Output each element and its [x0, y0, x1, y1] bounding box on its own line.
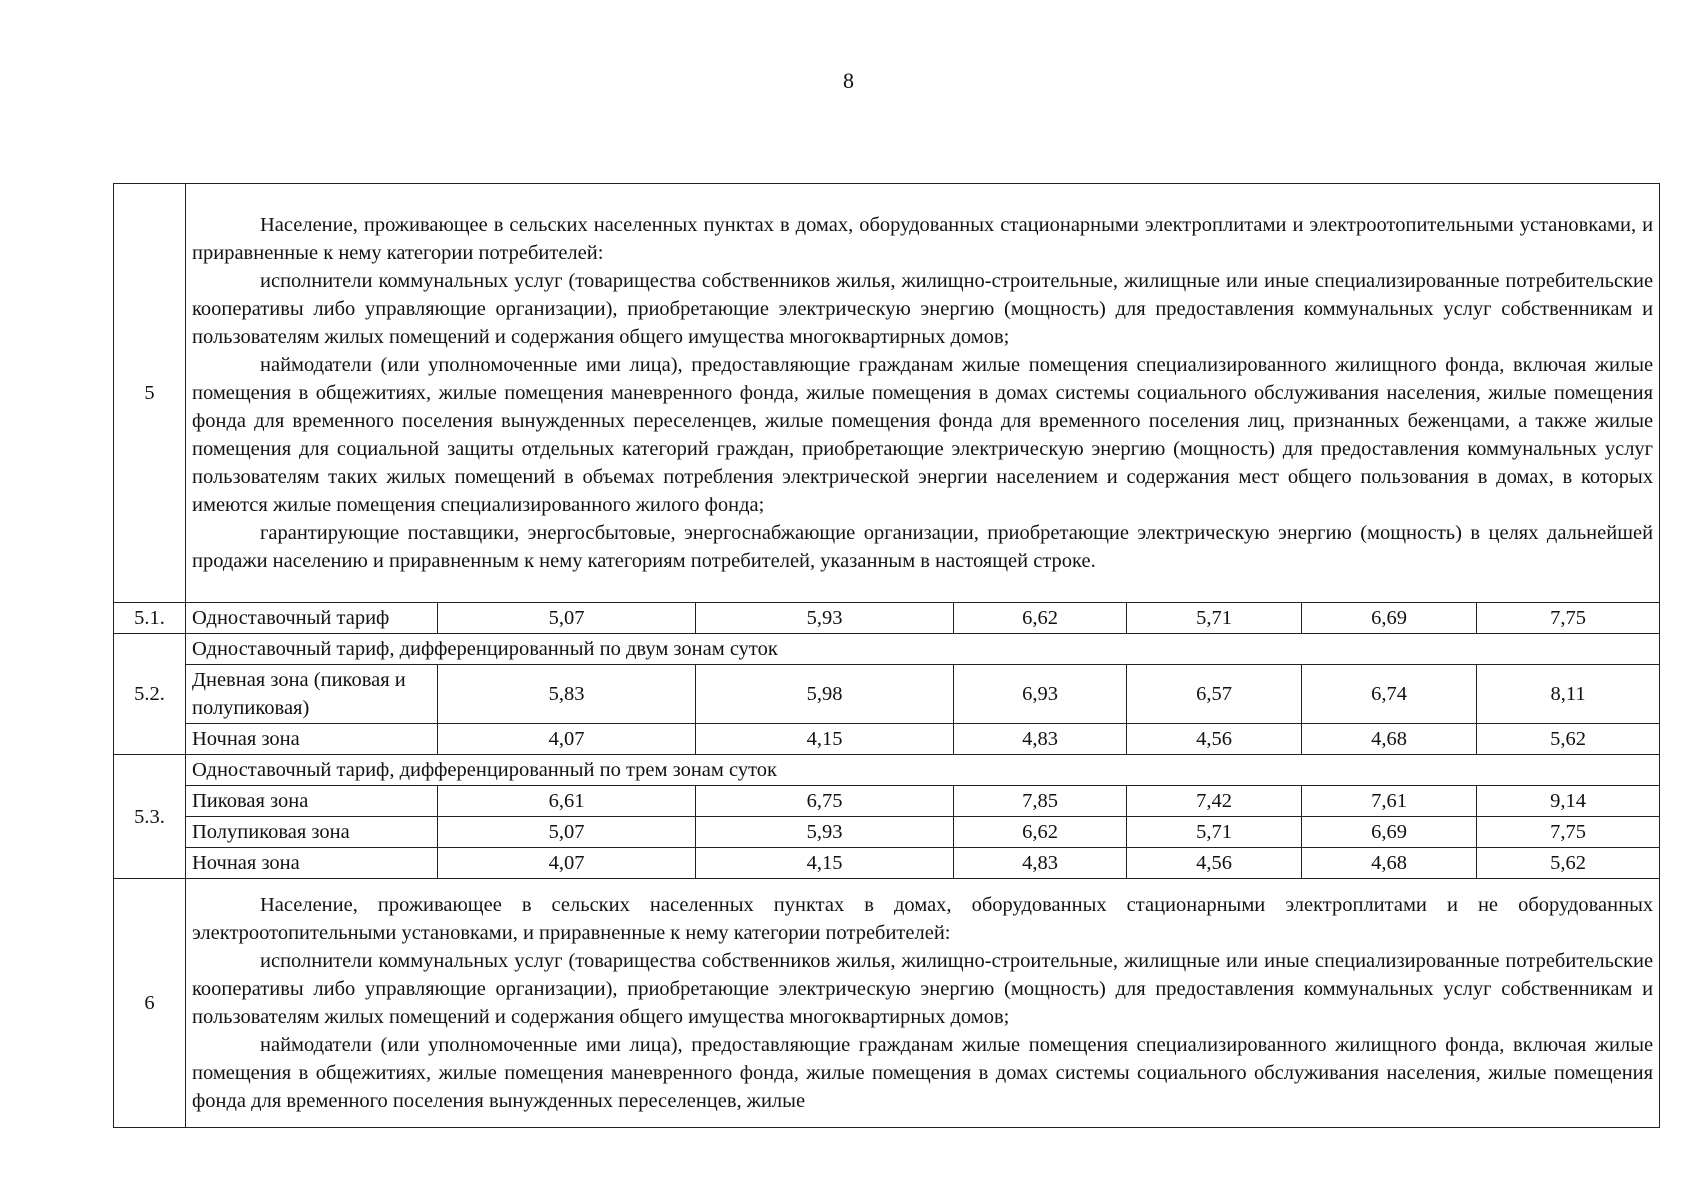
row-number: 5 [114, 184, 186, 603]
tariff-value: 9,14 [1477, 786, 1660, 817]
table-row-6 [114, 879, 1660, 1128]
category-description [186, 879, 1660, 1128]
tariff-value: 5,98 [696, 665, 954, 724]
tariff-value: 7,42 [1127, 786, 1302, 817]
table-row-5-2-night [114, 724, 1660, 755]
zone-label: Пиковая зона [186, 786, 438, 817]
tariff-label: Одноставочный тариф [186, 603, 438, 634]
table-row-5-2-header [114, 634, 1660, 665]
tariff-value: 5,93 [696, 817, 954, 848]
paragraph: гарантирующие поставщики, энергосбытовые, энергоснабжающие организации, приобретающие электрическую энергию (мощность) в целях дальнейшей продажи населению и приравненным к нему категориям потребителей, указанным в настоящей строке. [192, 522, 1654, 572]
tariff-value: 6,61 [438, 786, 696, 817]
tariff-value: 5,83 [438, 665, 696, 724]
row-number: 5.1. [114, 603, 186, 634]
tariff-value: 4,15 [696, 848, 954, 879]
paragraph: исполнители коммунальных услуг (товарищества собственников жилья, жилищно-строительные, жилищные или иные специализированные потребительские кооперативы либо управляющие организации), приобретающие электрическую энергию (мощность) для предоставления коммунальных услуг собственникам и пользователям жилых помещений и содержания общего имущества многоквартирных домов; [192, 270, 1654, 348]
tariff-value: 6,62 [954, 603, 1127, 634]
table-row-5-2-day [114, 665, 1660, 724]
tariff-value: 5,71 [1127, 603, 1302, 634]
zone-label: Ночная зона [186, 724, 438, 755]
tariff-value: 4,56 [1127, 724, 1302, 755]
tariff-value: 6,93 [954, 665, 1127, 724]
paragraph: Население, проживающее в сельских населенных пунктах в домах, оборудованных стационарными электроплитами и не оборудованных электроотопительными установками, и приравненные к нему категории потребителей: [192, 894, 1654, 944]
tariff-table [113, 183, 1660, 1128]
tariff-value: 5,62 [1477, 848, 1660, 879]
category-description [186, 184, 1660, 603]
tariff-value: 4,68 [1302, 724, 1477, 755]
row-number: 5.3. [114, 755, 186, 879]
tariff-value: 5,07 [438, 817, 696, 848]
paragraph: наймодатели (или уполномоченные ими лица), предоставляющие гражданам жилые помещения специализированного жилищного фонда, включая жилые помещения в общежитиях, жилые помещения маневренного фонда, жилые помещения в домах системы социального обслуживания населения, жилые помещения фонда для временного поселения вынужденных переселенцев, жилые помещения фонда для временного поселения лиц, признанных беженцами, а также жилые помещения для социальной защиты отдельных категорий граждан, приобретающие электрическую энергию (мощность) для предоставления коммунальных услуг пользователям таких жилых помещений в объемах потребления электрической энергии населением и содержания мест общего пользования в домах, в которых имеются жилые помещения специализированного жилого фонда; [192, 354, 1654, 516]
tariff-value: 6,69 [1302, 817, 1477, 848]
tariff-value: 5,71 [1127, 817, 1302, 848]
tariff-value: 4,83 [954, 848, 1127, 879]
row-number: 6 [114, 879, 186, 1128]
paragraph: исполнители коммунальных услуг (товарищества собственников жилья, жилищно-строительные, жилищные или иные специализированные потребительские кооперативы либо управляющие организации), приобретающие электрическую энергию (мощность) для предоставления коммунальных услуг собственникам и пользователям жилых помещений и содержания общего имущества многоквартирных домов; [192, 950, 1654, 1028]
table-row-5-3-half-peak [114, 817, 1660, 848]
table-row-5-3-peak [114, 786, 1660, 817]
tariff-value: 6,69 [1302, 603, 1477, 634]
table-row-5-1 [114, 603, 1660, 634]
page-number: 8 [843, 68, 854, 93]
tariff-value: 4,68 [1302, 848, 1477, 879]
tariff-value: 7,85 [954, 786, 1127, 817]
zone-label: Полупиковая зона [186, 817, 438, 848]
zone-label: Ночная зона [186, 848, 438, 879]
tariff-value: 4,07 [438, 848, 696, 879]
paragraph: наймодатели (или уполномоченные ими лица), предоставляющие гражданам жилые помещения специализированного жилищного фонда, включая жилые помещения в общежитиях, жилые помещения маневренного фонда, жилые помещения в домах системы социального обслуживания населения, жилые помещения фонда для временного поселения вынужденных переселенцев, жилые [192, 1034, 1654, 1112]
tariff-value: 5,62 [1477, 724, 1660, 755]
subsection-header: Одноставочный тариф, дифференцированный по трем зонам суток [186, 755, 1660, 786]
row-number: 5.2. [114, 634, 186, 755]
table-row-5-3-header [114, 755, 1660, 786]
tariff-value: 4,56 [1127, 848, 1302, 879]
tariff-value: 7,75 [1477, 817, 1660, 848]
tariff-value: 8,11 [1477, 665, 1660, 724]
tariff-value: 6,74 [1302, 665, 1477, 724]
tariff-value: 5,93 [696, 603, 954, 634]
tariff-value: 6,62 [954, 817, 1127, 848]
tariff-value: 6,57 [1127, 665, 1302, 724]
subsection-header: Одноставочный тариф, дифференцированный по двум зонам суток [186, 634, 1660, 665]
tariff-value: 4,15 [696, 724, 954, 755]
tariff-value: 7,75 [1477, 603, 1660, 634]
table-row-5 [114, 184, 1660, 603]
zone-label: Дневная зона (пиковая и полупиковая) [186, 665, 438, 724]
tariff-value: 6,75 [696, 786, 954, 817]
tariff-value: 4,83 [954, 724, 1127, 755]
tariff-value: 4,07 [438, 724, 696, 755]
tariff-value: 5,07 [438, 603, 696, 634]
table-row-5-3-night [114, 848, 1660, 879]
tariff-value: 7,61 [1302, 786, 1477, 817]
paragraph: Население, проживающее в сельских населенных пунктах в домах, оборудованных стационарными электроплитами и электроотопительными установками, и приравненные к нему категории потребителей: [192, 214, 1654, 264]
